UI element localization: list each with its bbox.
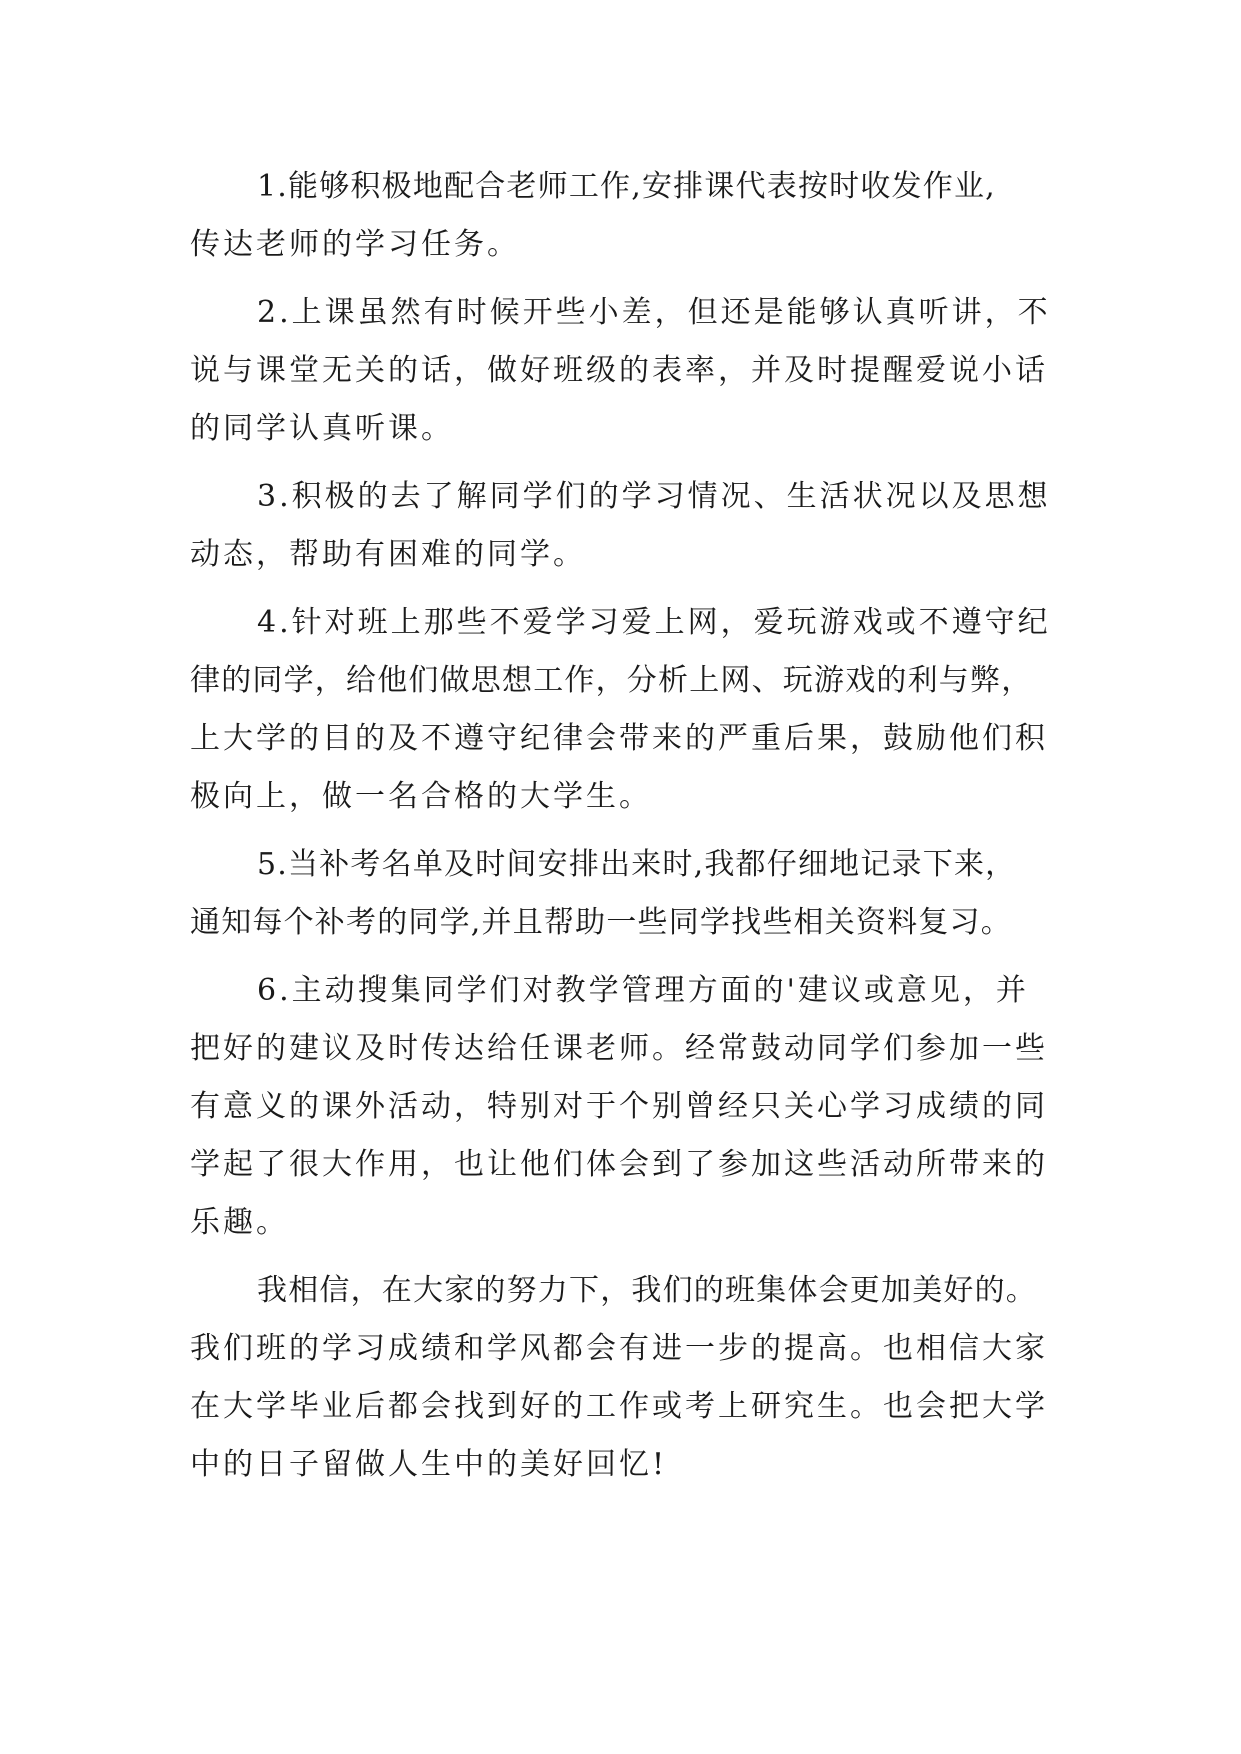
text-line: 有意义的课外活动，特别对于个别曾经只关心学习成绩的同 xyxy=(190,1089,1048,1124)
text-line: 2.上课虽然有时候开些小差，但还是能够认真听讲，不 xyxy=(257,295,1051,330)
text-line: 我们班的学习成绩和学风都会有进一步的提高。也相信大家 xyxy=(190,1331,1048,1366)
paragraph-5 xyxy=(190,836,1060,952)
paragraph-2 xyxy=(190,284,1060,458)
text-line: 通知每个补考的同学,并且帮助一些同学找些相关资料复习。 xyxy=(190,905,1012,940)
paragraph-4 xyxy=(190,594,1060,826)
paragraph-6 xyxy=(190,962,1060,1252)
text-line: 6.主动搜集同学们对教学管理方面的'建议或意见，并 xyxy=(257,973,1029,1008)
text-line: 说与课堂无关的话，做好班级的表率，并及时提醒爱说小话 xyxy=(190,353,1048,388)
text-line: 乐趣。 xyxy=(190,1205,289,1240)
text-line: 5.当补考名单及时间安排出来时,我都仔细地记录下来， xyxy=(257,847,1017,882)
text-line: 上大学的目的及不遵守纪律会带来的严重后果，鼓励他们积 xyxy=(190,721,1048,756)
document-body xyxy=(190,158,1060,1494)
paragraph-7 xyxy=(190,1262,1060,1494)
paragraph-1 xyxy=(190,158,1060,274)
text-line: 把好的建议及时传达给任课老师。经常鼓动同学们参加一些 xyxy=(190,1031,1048,1066)
text-line: 传达老师的学习任务。 xyxy=(190,227,520,262)
text-line: 4.针对班上那些不爱学习爱上网，爱玩游戏或不遵守纪 xyxy=(257,605,1051,640)
text-line: 3.积极的去了解同学们的学习情况、生活状况以及思想 xyxy=(257,479,1051,514)
paragraph-3 xyxy=(190,468,1060,584)
text-line: 我相信，在大家的努力下，我们的班集体会更加美好的。 xyxy=(257,1273,1037,1308)
text-line: 1.能够积极地配合老师工作,安排课代表按时收发作业, xyxy=(257,169,996,204)
text-line: 律的同学，给他们做思想工作，分析上网、玩游戏的利与弊， xyxy=(190,663,1033,698)
text-line: 动态，帮助有困难的同学。 xyxy=(190,537,586,572)
text-line: 中的日子留做人生中的美好回忆! xyxy=(190,1447,668,1482)
text-line: 的同学认真听课。 xyxy=(190,411,454,446)
text-line: 学起了很大作用，也让他们体会到了参加这些活动所带来的 xyxy=(190,1147,1048,1182)
text-line: 极向上，做一名合格的大学生。 xyxy=(190,779,652,814)
text-line: 在大学毕业后都会找到好的工作或考上研究生。也会把大学 xyxy=(190,1389,1048,1424)
